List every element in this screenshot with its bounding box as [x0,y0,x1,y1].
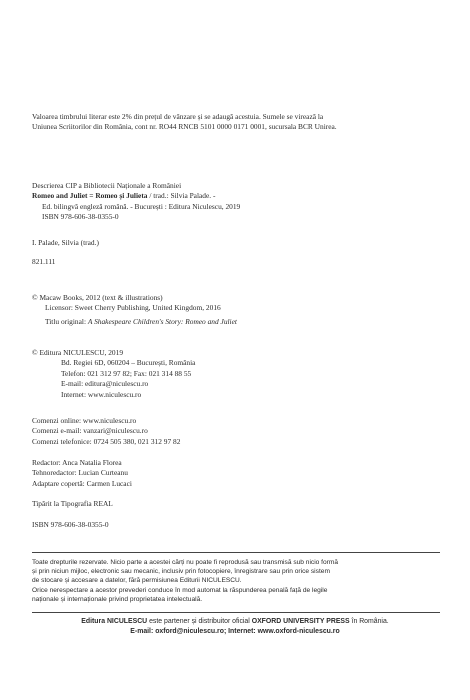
publisher-copyright: © Editura NICULESCU, 2019 [32,348,124,357]
publisher-email: E-mail: editura@niculescu.ro [61,379,149,389]
footer-block [0,617,470,637]
divider-bottom [32,612,440,613]
publisher-phone: Telefon: 021 312 97 82; Fax: 021 314 88 55 [61,368,192,378]
cip-edition: Ed. bilingvă engleză română. - București : Editura Niculescu, 2019 [42,201,241,211]
footer-oup: OXFORD UNIVERSITY PRESS [251,618,350,625]
footer-partner [0,617,470,627]
staff-tech: Tehnoredactor: Lucian Curteanu [32,468,128,478]
footer-internet-label: ; Internet: [223,628,258,635]
staff-block [32,458,132,489]
cip-title-rest: / trad.: Silvia Palade. - [147,191,216,201]
cip-title-bold: Romeo and Juliet = Romeo și Julieta [32,191,148,201]
footer-internet: www.oxford-niculescu.ro [257,628,340,635]
orders-email: Comenzi e-mail: vanzari@niculescu.ro [32,426,148,436]
copyright-block [32,293,237,327]
cip-heading: Descrierea CIP a Bibliotecii Naționale a României [32,181,182,190]
rights-block [32,558,338,604]
stamp-line-1: Valoarea timbrului literar este 2% din prețul de vânzare și se adaugă acestuia. Sumele se virează la [32,112,324,121]
orders-online: Comenzi online: www.niculescu.ro [32,416,137,425]
staff-cover: Adaptare copertă: Carmen Lucaci [32,478,132,488]
publisher-internet: Internet: www.niculescu.ro [61,389,142,399]
original-title-label: Titlu original: [45,316,88,326]
footer-email: oxford@niculescu.ro [155,628,224,635]
print-isbn: ISBN 978-606-38-0355-0 [32,520,109,529]
stamp-line-2: Uniunea Scriitorilor din România, cont nr. RO44 RNCB 5101 0000 0171 0001, sucursala BCR Unirea. [32,122,337,132]
footer-country: în România. [349,618,389,625]
footer-contacts [0,627,470,637]
copyright-licensor: Licensor: Sweet Cherry Publishing, United Kingdom, 2016 [45,303,221,313]
original-title: A Shakespeare Children's Story: Romeo and Juliet [87,316,237,326]
cip-block [32,181,240,223]
footer-partner-text: este partener și distribuitor oficial [147,618,252,625]
rights-line-5: naționale și internaționale privind proprietatea intelectuală. [32,595,203,603]
copyright-macaw: © Macaw Books, 2012 (text & illustrations) [32,293,163,302]
orders-block [32,416,180,447]
publisher-block [32,348,195,400]
rights-line-4: Orice nerespectare a acestor prevederi conduce în mod automat la răspunderea penală față de legile [32,586,328,594]
orders-phone: Comenzi telefonice: 0724 505 380, 021 312 97 82 [32,436,181,446]
footer-email-label: E-mail: [130,628,156,635]
cip-translator: I. Palade, Silvia (trad.) [32,238,99,247]
staff-editor: Redactor: Anca Natalia Florea [32,458,122,467]
copyright-original [32,317,237,327]
rights-line-1: Toate drepturile rezervate. Nicio parte a acestei cărți nu poate fi reprodusă sau transmisă sub nicio formă [32,559,339,566]
cip-title [32,191,240,201]
stamp-note [32,112,337,133]
cip-isbn: ISBN 978-606-38-0355-0 [42,212,119,222]
cip-classification: 821.111 [32,257,56,266]
footer-publisher: Editura NICULESCU [81,618,148,625]
rights-line-3: de stocare și accesare a datelor, fără permisiunea Editurii NICULESCU. [32,577,242,585]
print-printer: Tipărit la Tipografia REAL [32,499,113,508]
divider-top [32,552,440,553]
publisher-address: Bd. Regiei 6D, 060204 – București, România [61,358,196,368]
rights-line-2: și prin niciun mijloc, electronic sau mecanic, inclusiv prin fotocopiere, înregistrare sau prin orice sistem [32,568,330,576]
